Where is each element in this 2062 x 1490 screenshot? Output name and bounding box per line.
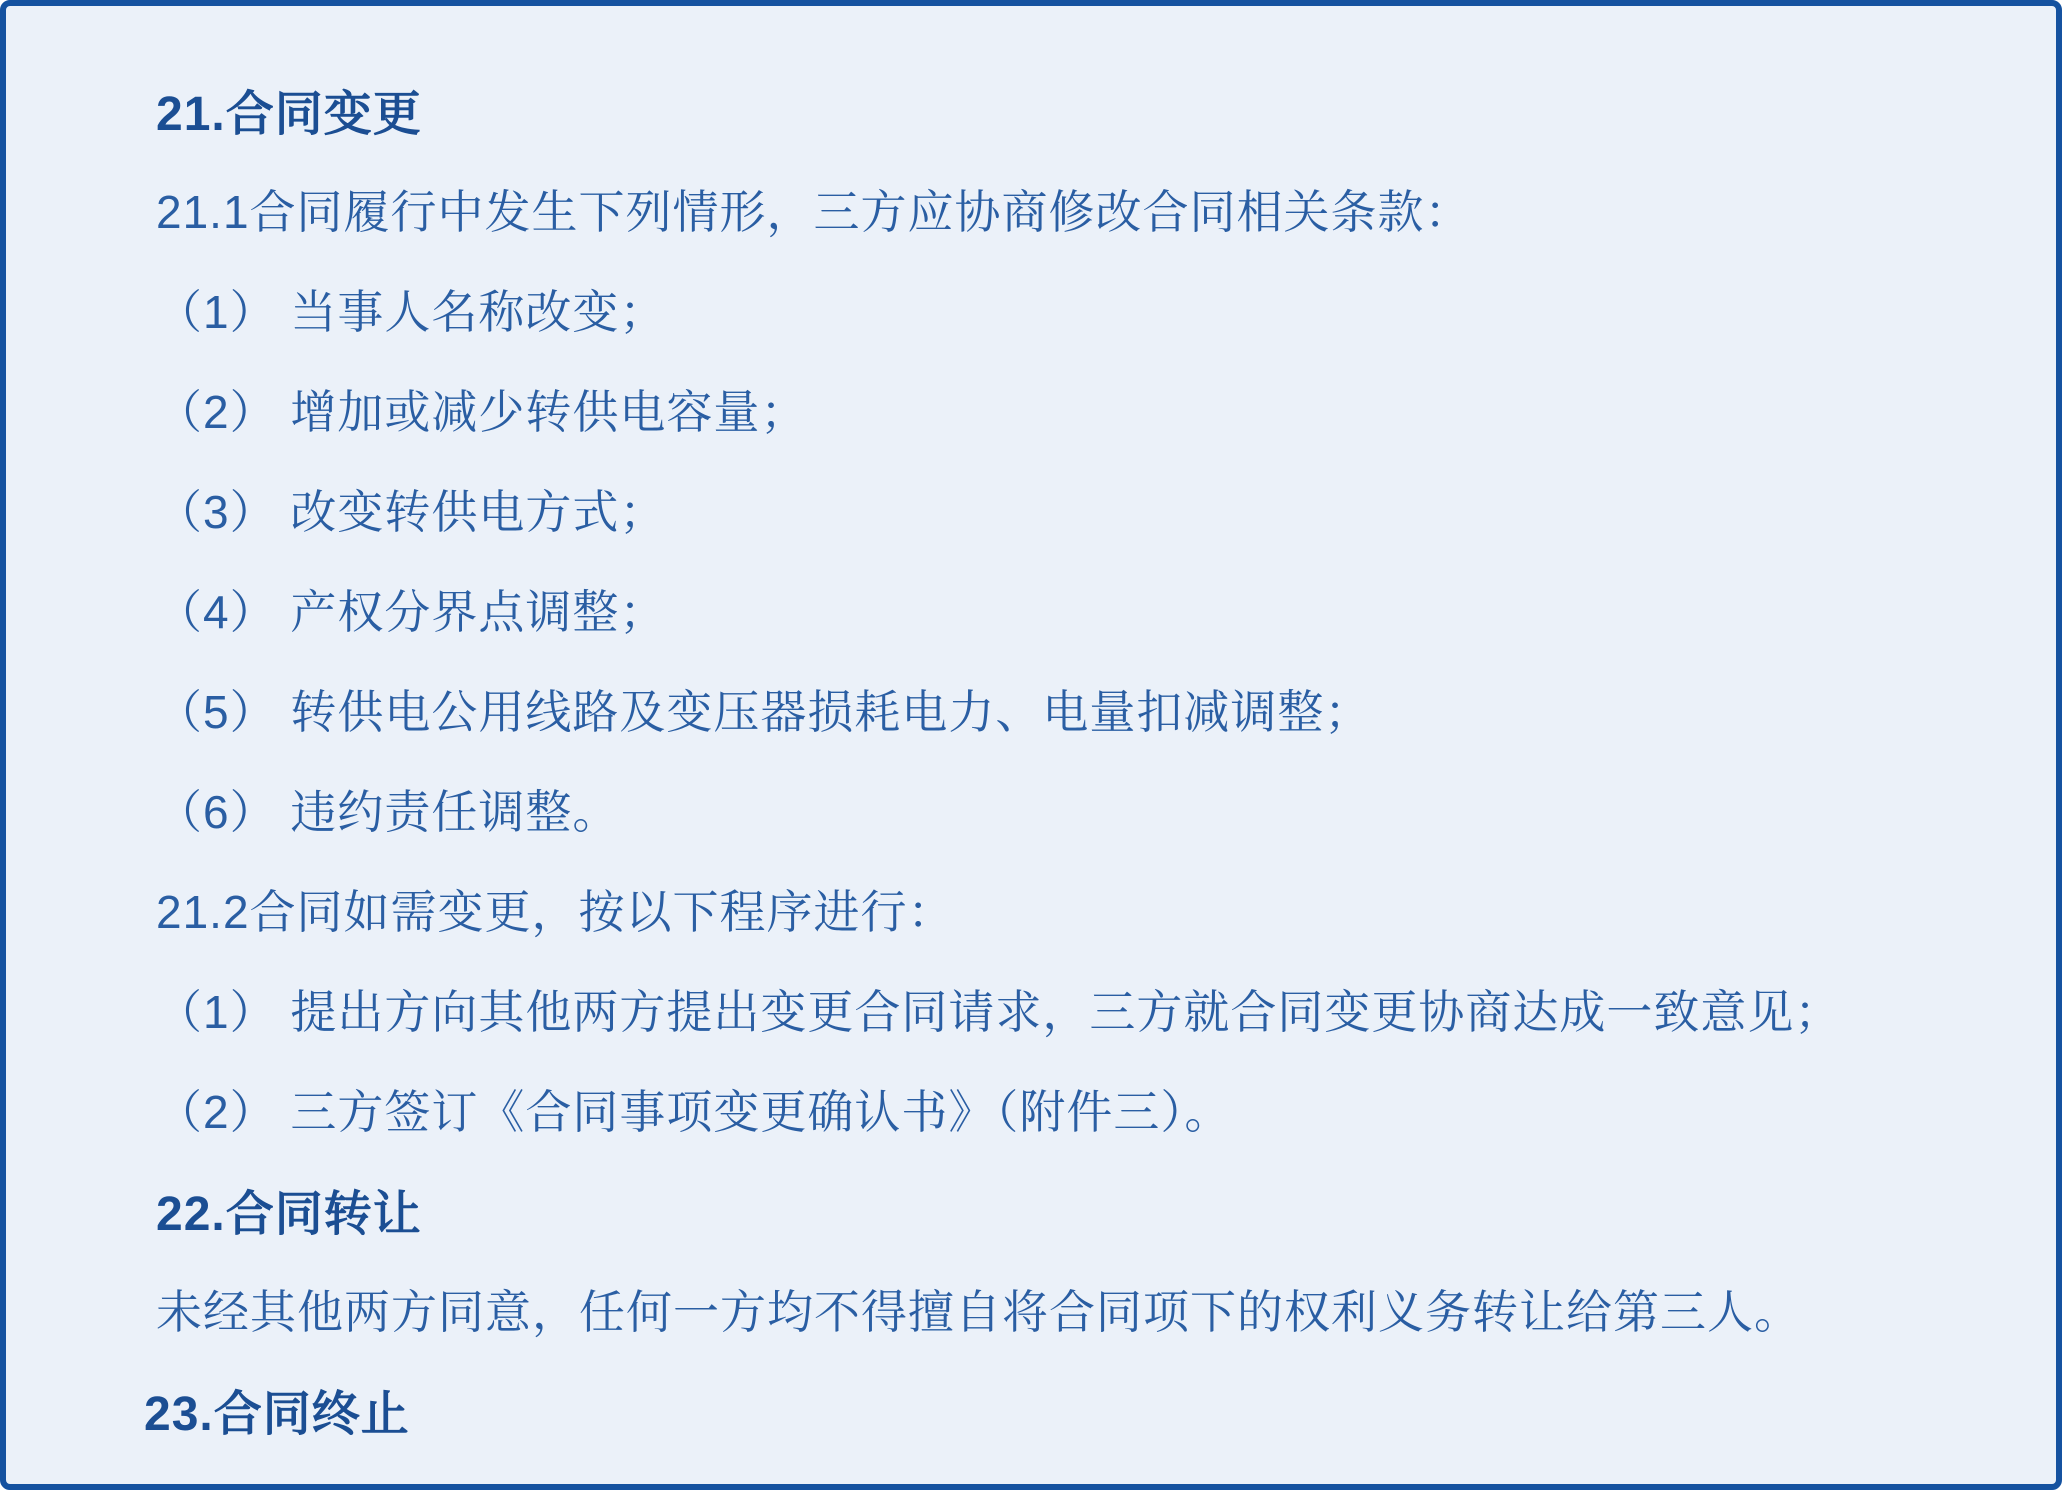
clause-22-body: 未经其他两方同意，任何一方均不得擅自将合同项下的权利义务转让给第三人。 (156, 1286, 1801, 1338)
clause-21-2: 21.2合同如需变更，按以下程序进行： (156, 886, 955, 938)
clause-21-1-item-3: （3） 改变转供电方式； (156, 486, 667, 538)
clause-21-1-item-1: （1） 当事人名称改变； (156, 286, 667, 338)
clause-21-1-item-5: （5） 转供电公用线路及变压器损耗电力、电量扣减调整； (156, 686, 1372, 738)
section-heading-21-contract-modification: 21.合同变更 (156, 87, 422, 141)
section-heading-22-contract-transfer: 22.合同转让 (156, 1187, 422, 1241)
clause-21-1: 21.1合同履行中发生下列情形，三方应协商修改合同相关条款： (156, 186, 1472, 238)
clause-21-1-item-2: （2） 增加或减少转供电容量； (156, 386, 808, 438)
clause-21-2-item-1: （1） 提出方向其他两方提出变更合同请求，三方就合同变更协商达成一致意见； (156, 986, 1842, 1038)
clause-21-1-item-4: （4） 产权分界点调整； (156, 586, 667, 638)
contract-text-block (144, 59, 1996, 1459)
clause-21-2-item-2: （2） 三方签订《合同事项变更确认书》（附件三）。 (156, 1086, 1232, 1138)
section-heading-23-contract-termination: 23.合同终止 (144, 1387, 410, 1441)
clause-21-1-item-6: （6） 违约责任调整。 (156, 786, 620, 838)
